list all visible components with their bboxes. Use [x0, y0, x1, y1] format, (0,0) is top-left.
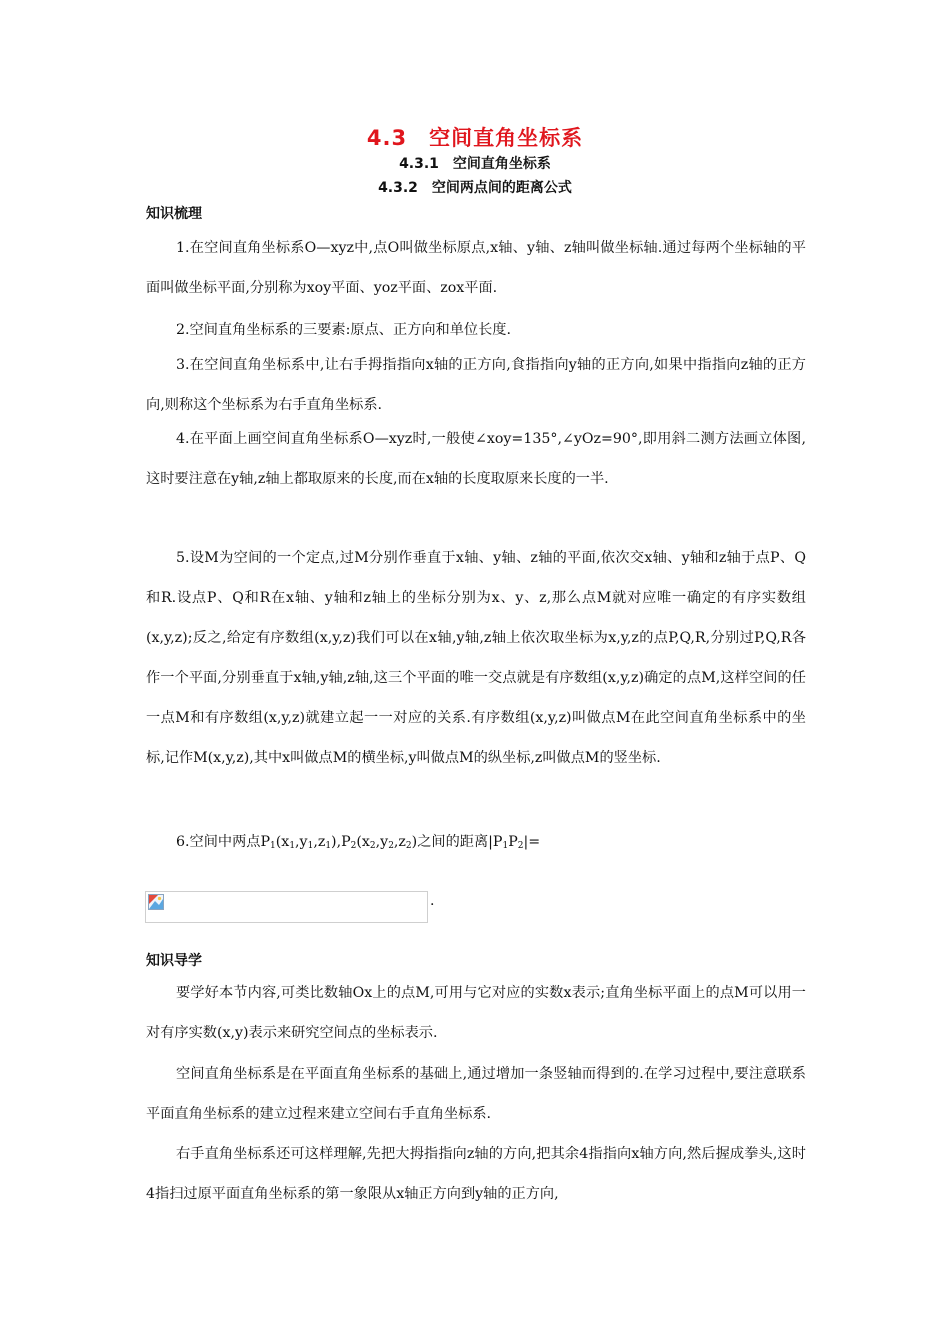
section-heading-knowledge: 知识梳理 [146, 206, 202, 222]
paragraph-3: 3.在空间直角坐标系中,让右手拇指指向x轴的正方向,食指指向y轴的正方向,如果中指指向z轴的正方向,则称这个坐标系为右手直角坐标系. [146, 357, 806, 413]
paragraph-1: 1.在空间直角坐标系O—xyz中,点O叫做坐标原点,x轴、y轴、z轴叫做坐标轴.通过每两个坐标轴的平面叫做坐标平面,分别称为xoy平面、yoz平面、zox平面. [146, 240, 806, 296]
page-title: 4.3 空间直角坐标系 [366, 126, 584, 150]
paragraph-4: 4.在平面上画空间直角坐标系O—xyz时,一般使∠xoy=135°,∠yOz=90°,即用斜二测方法画立体图,这时要注意在y轴,z轴上都取原来的长度,而在x轴的长度取原来长度的一半. [146, 431, 806, 487]
guide-paragraph-3: 右手直角坐标系还可这样理解,先把大拇指指向z轴的方向,把其余4指指向x轴方向,然后握成拳头,这时4指扫过原平面直角坐标系的第一象限从x轴正方向到y轴的正方向, [146, 1146, 806, 1202]
paragraph-6: 6.空间中两点$P_1(x_1,y_1,z_1),P_2(x_2,y_2,z_2)$之间的距离$|P_1P_2|=$ [176, 834, 541, 851]
formula-period: . [430, 893, 435, 909]
subtitle-2: 4.3.2 空间两点间的距离公式 [378, 180, 572, 196]
paragraph-2: 2.空间直角坐标系的三要素:原点、正方向和单位长度. [176, 322, 511, 338]
paragraph-5: 5.设M为空间的一个定点,过M分别作垂直于x轴、y轴、z轴的平面,依次交x轴、y轴和z轴于点P、Q和R.设点P、Q和R在x轴、y轴和z轴上的坐标分别为x、y、z,那么点M就对应唯一确定的有序实数组(x,y,z);反之,给定有序数组(x,y,z)我们可以在x轴,y轴,z轴上依次取坐标为x,y,z的点P,Q,R,分别过P,Q,R各作一个平面,分别垂直于x轴,y轴,z轴,这三个平面的唯一交点就是有序数组(x,y,z)确定的点M,这样空间的任一点M和有序数组(x,y,z)就建立起一一对应的关系.有序数组(x,y,z)叫做点M在此空间直角坐标系中的坐标,记作M(x,y,z),其中x叫做点M的横坐标,y叫做点M的纵坐标,z叫做点M的竖坐标. [146, 550, 806, 766]
section-heading-guide: 知识导学 [146, 953, 202, 969]
formula-image-placeholder [145, 891, 428, 923]
guide-paragraph-2: 空间直角坐标系是在平面直角坐标系的基础上,通过增加一条竖轴而得到的.在学习过程中,要注意联系平面直角坐标系的建立过程来建立空间右手直角坐标系. [146, 1066, 806, 1122]
broken-image-icon [148, 894, 164, 910]
subtitle-1: 4.3.1 空间直角坐标系 [399, 156, 551, 172]
guide-paragraph-1: 要学好本节内容,可类比数轴Ox上的点M,可用与它对应的实数x表示;直角坐标平面上的点M可以用一对有序实数(x,y)表示来研究空间点的坐标表示. [146, 985, 806, 1041]
